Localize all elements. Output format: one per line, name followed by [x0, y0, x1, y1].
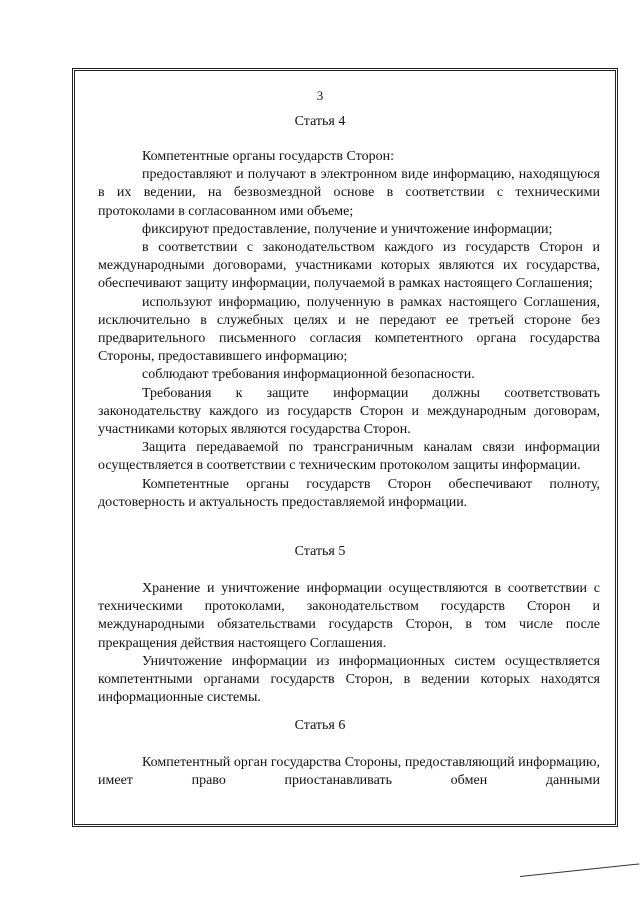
article-4-heading: Статья 4	[294, 114, 346, 129]
article-6-body	[98, 754, 600, 790]
paragraph: Уничтожение информации из информационных систем осуществляется компетентными органами государств Сторон, в ведении которых находятся информационные системы.	[98, 653, 600, 706]
paragraph: фиксируют предоставление, получение и уничтожение информации;	[142, 221, 553, 237]
article-6-heading: Статья 6	[294, 718, 346, 733]
paragraph: Компетентные органы государств Сторон:	[142, 149, 394, 164]
paragraph: в соответствии с законодательством каждого из государств Сторон и международными договорами, участниками которых являются их государства, обеспечивают защиту информации, получаемой в рамках настоящего Соглашения;	[98, 240, 600, 292]
paragraph: Компетентный орган государства Стороны, предоставляющий информацию, имеет право приостанавливать обмен данными	[98, 755, 600, 789]
article-4-body	[98, 148, 600, 512]
paragraph: Требования к защите информации должны соответствовать законодательству каждого из государств Сторон и международным договорам, участниками которых являются государства Сторон.	[98, 385, 600, 438]
paragraph: Защита передаваемой по трансграничным каналам связи информации осуществляется в соответствии с техническим протоколом защиты информации.	[98, 440, 600, 474]
paragraph: Хранение и уничтожение информации осуществляются в соответствии с техническими протоколами, законодательством государств Сторон и международными обязательствами государств Сторон, в том числе после прекращения действия настоящего Соглашения.	[98, 581, 600, 651]
article-5-body	[98, 580, 600, 707]
article-5-heading: Статья 5	[294, 544, 346, 559]
paragraph: используют информацию, полученную в рамках настоящего Соглашения, исключительно в служебных целях и не передают ее третьей стороне без предварительного письменного согласия компетентного органа государства Стороны, предоставившего информацию;	[98, 294, 600, 365]
paragraph: предоставляют и получают в электронном виде информацию, находящуюся в их ведении, на безвозмездной основе в соответствии с техническими протоколами в согласованном ими объеме;	[98, 167, 600, 219]
scan-mark	[520, 863, 639, 877]
paragraph: Компетентные органы государств Сторон обеспечивают полноту, достоверность и актуальность предоставляемой информации.	[98, 476, 600, 510]
page-number: 3	[316, 88, 324, 103]
paragraph: соблюдают требования информационной безопасности.	[142, 367, 475, 383]
